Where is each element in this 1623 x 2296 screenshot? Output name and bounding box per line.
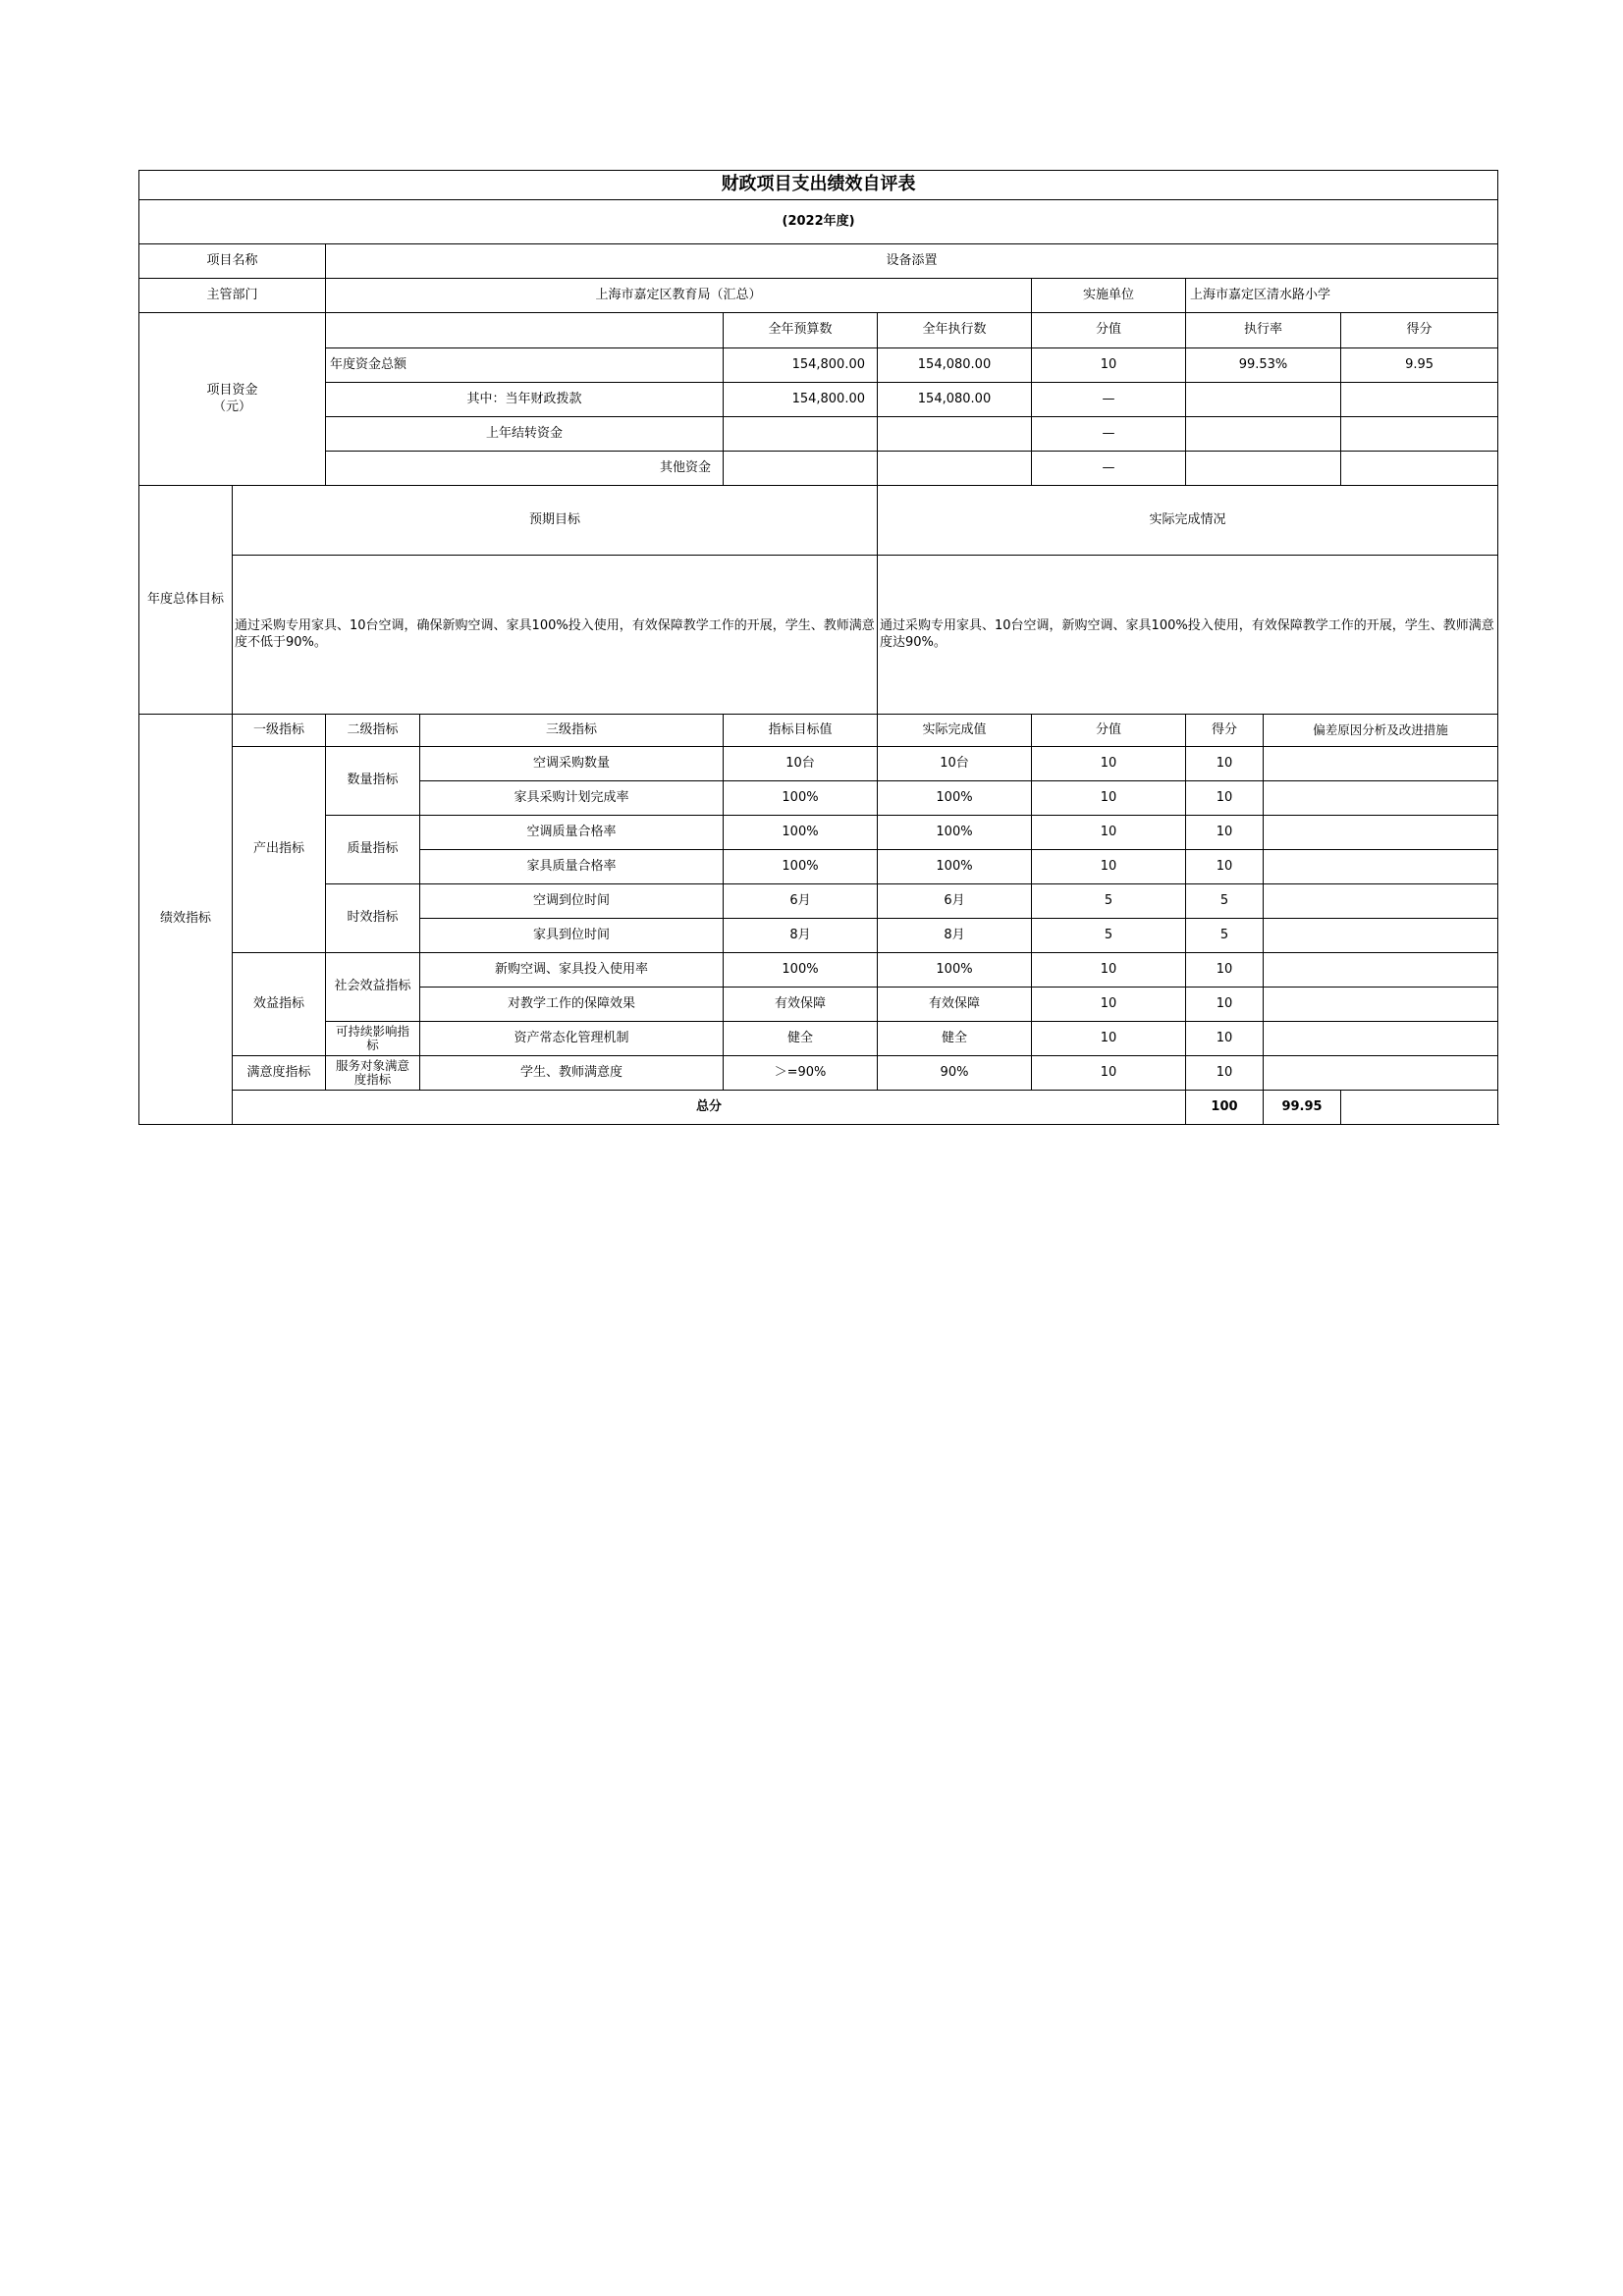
year-label: (2022年度): [139, 200, 1498, 244]
total-row: [139, 1091, 1498, 1125]
goals-actual-header: 实际完成情况: [878, 486, 1498, 556]
row-target: 有效保障: [724, 988, 878, 1022]
row-score: 10: [1186, 747, 1264, 781]
row-actual: 100%: [878, 781, 1032, 816]
funds-corner: [326, 313, 724, 348]
funds-header-exec: 全年执行数: [878, 313, 1032, 348]
goals-expected-text: 通过采购专用家具、10台空调，确保新购空调、家具100%投入使用，有效保障教学工作的开展，学生、教师满意度不低于90%。: [233, 556, 878, 715]
self-evaluation-sheet: [138, 170, 1497, 1125]
row-value: 5: [1032, 919, 1186, 953]
funds-label: 项目资金 （元）: [139, 313, 326, 486]
row-name: 空调到位时间: [420, 884, 724, 919]
row-name: 新购空调、家具投入使用率: [420, 953, 724, 988]
row-target: ＞=90%: [724, 1056, 878, 1091]
perf-header-note: 偏差原因分析及改进措施: [1264, 715, 1498, 747]
row-target: 10台: [724, 747, 878, 781]
level1-output: 产出指标: [233, 747, 326, 953]
funds-row-score-value: —: [1032, 383, 1186, 417]
row-actual: 100%: [878, 816, 1032, 850]
level2-quantity: 数量指标: [326, 747, 420, 816]
row-actual: 有效保障: [878, 988, 1032, 1022]
row-score: 10: [1186, 1056, 1264, 1091]
row-actual: 健全: [878, 1022, 1032, 1056]
row-name: 家具到位时间: [420, 919, 724, 953]
row-name: 资产常态化管理机制: [420, 1022, 724, 1056]
row-actual: 6月: [878, 884, 1032, 919]
total-note: [1341, 1091, 1498, 1125]
funds-row-exec: [878, 452, 1032, 486]
row-value: 10: [1032, 1056, 1186, 1091]
project-name-value: 设备添置: [326, 244, 1498, 279]
row-target: 100%: [724, 781, 878, 816]
funds-row-rate: [1186, 452, 1341, 486]
funds-row-name: 其中：当年财政拨款: [326, 383, 724, 417]
funds-header-score-value: 分值: [1032, 313, 1186, 348]
row-value: 10: [1032, 850, 1186, 884]
row-note: [1264, 884, 1498, 919]
evaluation-table: [138, 170, 1498, 1125]
row-score: 5: [1186, 919, 1264, 953]
funds-row-exec: 154,080.00: [878, 383, 1032, 417]
row-score: 10: [1186, 850, 1264, 884]
table-row: [139, 1022, 1498, 1056]
row-actual: 100%: [878, 850, 1032, 884]
project-name-label: 项目名称: [139, 244, 326, 279]
impl-unit-value: 上海市嘉定区清水路小学: [1186, 279, 1498, 313]
funds-row-score-value: —: [1032, 452, 1186, 486]
row-note: [1264, 953, 1498, 988]
perf-header-level1: 一级指标: [233, 715, 326, 747]
row-score: 10: [1186, 953, 1264, 988]
funds-row-rate: [1186, 383, 1341, 417]
funds-row: [139, 417, 1498, 452]
funds-row-score-value: —: [1032, 417, 1186, 452]
row-name: 对教学工作的保障效果: [420, 988, 724, 1022]
level1-satisfaction: 满意度指标: [233, 1056, 326, 1091]
perf-label: 绩效指标: [139, 715, 233, 1125]
funds-row-exec: 154,080.00: [878, 348, 1032, 383]
level2-social-benefit: 社会效益指标: [326, 953, 420, 1022]
row-value: 10: [1032, 988, 1186, 1022]
funds-header-score: 得分: [1341, 313, 1498, 348]
row-note: [1264, 1056, 1498, 1091]
funds-row-exec: [878, 417, 1032, 452]
table-row: [139, 1056, 1498, 1091]
funds-row: [139, 348, 1498, 383]
goals-expected-header: 预期目标: [233, 486, 878, 556]
total-label: 总分: [233, 1091, 1186, 1125]
funds-row-name: 上年结转资金: [326, 417, 724, 452]
row-note: [1264, 747, 1498, 781]
total-value: 100: [1186, 1091, 1264, 1125]
row-value: 10: [1032, 781, 1186, 816]
row-score: 10: [1186, 816, 1264, 850]
level2-quality: 质量指标: [326, 816, 420, 884]
table-row: [139, 747, 1498, 781]
perf-header-actual: 实际完成值: [878, 715, 1032, 747]
page-title: 财政项目支出绩效自评表: [139, 171, 1498, 200]
perf-header-level2: 二级指标: [326, 715, 420, 747]
funds-row-name: 年度资金总额: [326, 348, 724, 383]
row-score: 5: [1186, 884, 1264, 919]
goals-label: 年度总体目标: [139, 486, 233, 715]
row-actual: 100%: [878, 953, 1032, 988]
level2-timeliness: 时效指标: [326, 884, 420, 953]
table-row: [139, 816, 1498, 850]
row-target: 6月: [724, 884, 878, 919]
funds-row-budget: [724, 417, 878, 452]
row-value: 5: [1032, 884, 1186, 919]
row-target: 8月: [724, 919, 878, 953]
row-note: [1264, 988, 1498, 1022]
funds-row: [139, 383, 1498, 417]
row-note: [1264, 816, 1498, 850]
row-target: 100%: [724, 953, 878, 988]
funds-row-score: [1341, 417, 1498, 452]
funds-row-rate: 99.53%: [1186, 348, 1341, 383]
row-score: 10: [1186, 988, 1264, 1022]
dept-value: 上海市嘉定区教育局（汇总）: [326, 279, 1032, 313]
row-value: 10: [1032, 1022, 1186, 1056]
row-name: 家具采购计划完成率: [420, 781, 724, 816]
total-score: 99.95: [1264, 1091, 1341, 1125]
row-target: 100%: [724, 816, 878, 850]
row-note: [1264, 850, 1498, 884]
row-name: 学生、教师满意度: [420, 1056, 724, 1091]
row-value: 10: [1032, 953, 1186, 988]
funds-row-score: [1341, 383, 1498, 417]
impl-unit-label: 实施单位: [1032, 279, 1186, 313]
level1-benefit: 效益指标: [233, 953, 326, 1056]
row-actual: 8月: [878, 919, 1032, 953]
perf-header-level3: 三级指标: [420, 715, 724, 747]
perf-header-score: 得分: [1186, 715, 1264, 747]
funds-header-rate: 执行率: [1186, 313, 1341, 348]
goals-actual-text: 通过采购专用家具、10台空调，新购空调、家具100%投入使用，有效保障教学工作的开展，学生、教师满意度达90%。: [878, 556, 1498, 715]
row-name: 空调质量合格率: [420, 816, 724, 850]
row-actual: 90%: [878, 1056, 1032, 1091]
row-value: 10: [1032, 816, 1186, 850]
row-name: 家具质量合格率: [420, 850, 724, 884]
row-note: [1264, 781, 1498, 816]
funds-row-score-value: 10: [1032, 348, 1186, 383]
level2-sustainable: 可持续影响指标: [326, 1022, 420, 1056]
funds-row: [139, 452, 1498, 486]
row-actual: 10台: [878, 747, 1032, 781]
perf-header-target: 指标目标值: [724, 715, 878, 747]
row-score: 10: [1186, 1022, 1264, 1056]
row-note: [1264, 919, 1498, 953]
perf-header-value: 分值: [1032, 715, 1186, 747]
funds-row-budget: 154,800.00: [724, 383, 878, 417]
dept-label: 主管部门: [139, 279, 326, 313]
row-target: 健全: [724, 1022, 878, 1056]
row-value: 10: [1032, 747, 1186, 781]
funds-row-name: 其他资金: [326, 452, 724, 486]
funds-header-budget: 全年预算数: [724, 313, 878, 348]
funds-row-budget: 154,800.00: [724, 348, 878, 383]
level2-service-satisfaction: 服务对象满意度指标: [326, 1056, 420, 1091]
row-name: 空调采购数量: [420, 747, 724, 781]
funds-row-score: [1341, 452, 1498, 486]
table-row: [139, 884, 1498, 919]
funds-row-rate: [1186, 417, 1341, 452]
funds-row-budget: [724, 452, 878, 486]
row-score: 10: [1186, 781, 1264, 816]
row-note: [1264, 1022, 1498, 1056]
row-target: 100%: [724, 850, 878, 884]
funds-row-score: 9.95: [1341, 348, 1498, 383]
table-row: [139, 953, 1498, 988]
